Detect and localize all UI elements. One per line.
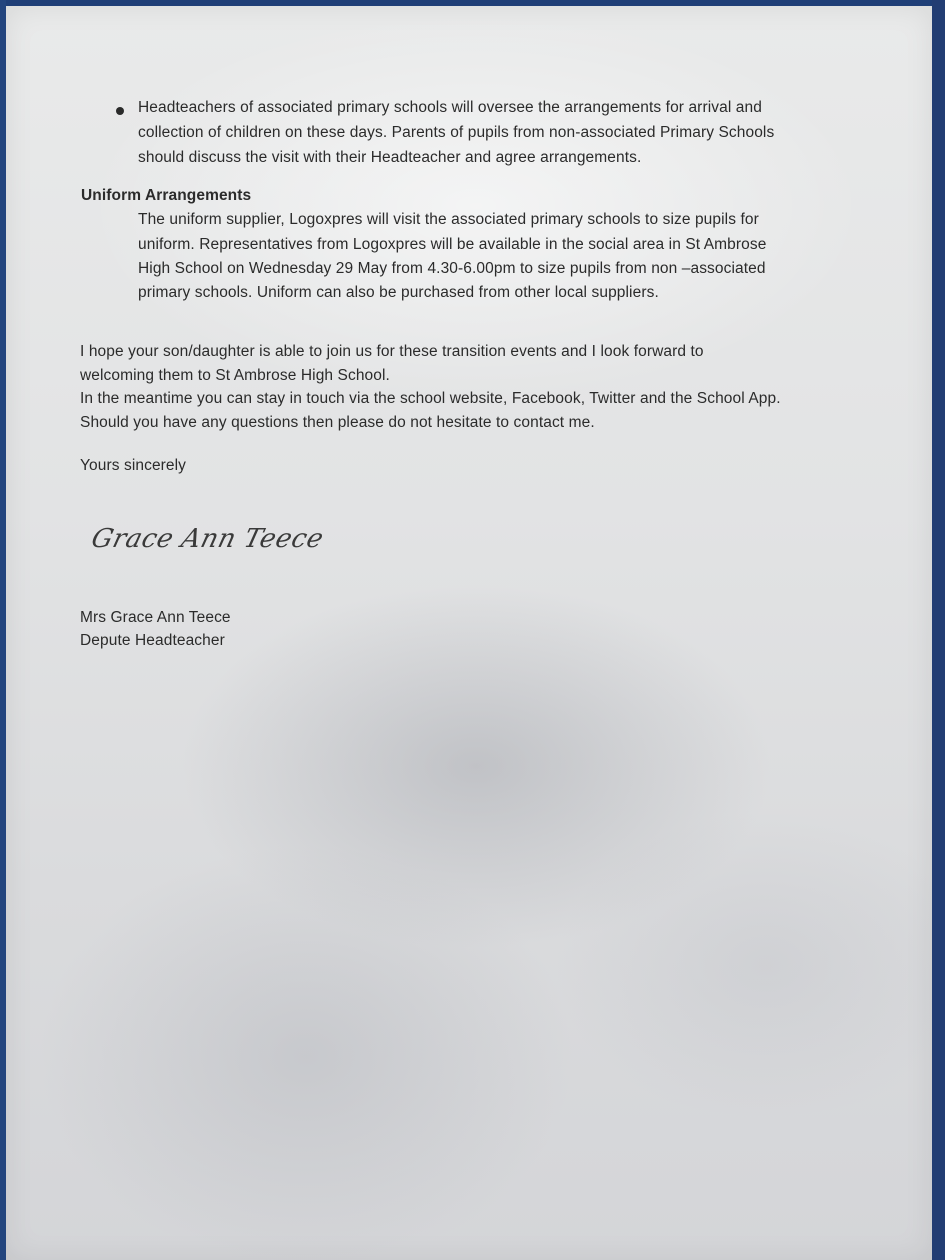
bullet-line: Headteachers of associated primary schools will oversee the arrangements for arrival and xyxy=(138,99,762,116)
bullet-line: should discuss the visit with their Headteacher and agree arrangements. xyxy=(138,149,642,166)
closing-line: I hope your son/daughter is able to join us for these transition events and I look forward to xyxy=(80,343,704,360)
uniform-line: uniform. Representatives from Logoxpres will be available in the social area in St Ambrose xyxy=(138,236,767,253)
signature-text: Grace Ann Teece xyxy=(88,524,327,554)
uniform-line: The uniform supplier, Logoxpres will visit the associated primary schools to size pupils for xyxy=(138,211,759,228)
closing-line: Should you have any questions then please do not hesitate to contact me. xyxy=(80,414,595,431)
signatory-name: Mrs Grace Ann Teece xyxy=(80,609,231,626)
salutation: Yours sincerely xyxy=(80,457,187,474)
closing-line: In the meantime you can stay in touch via the school website, Facebook, Twitter and the School App. xyxy=(80,390,781,407)
uniform-line: primary schools. Uniform can also be purchased from other local suppliers. xyxy=(138,284,659,301)
uniform-heading: Uniform Arrangements xyxy=(81,187,252,204)
uniform-line: High School on Wednesday 29 May from 4.30-6.00pm to size pupils from non –associated xyxy=(138,260,766,277)
signatory-title: Depute Headteacher xyxy=(80,632,225,649)
closing-line: welcoming them to St Ambrose High School. xyxy=(80,367,390,384)
bullet-line: collection of children on these days. Parents of pupils from non-associated Primary Schools xyxy=(138,124,775,141)
bullet-icon xyxy=(116,107,124,115)
handwritten-signature xyxy=(88,524,326,554)
letter-sheet xyxy=(6,6,932,1260)
